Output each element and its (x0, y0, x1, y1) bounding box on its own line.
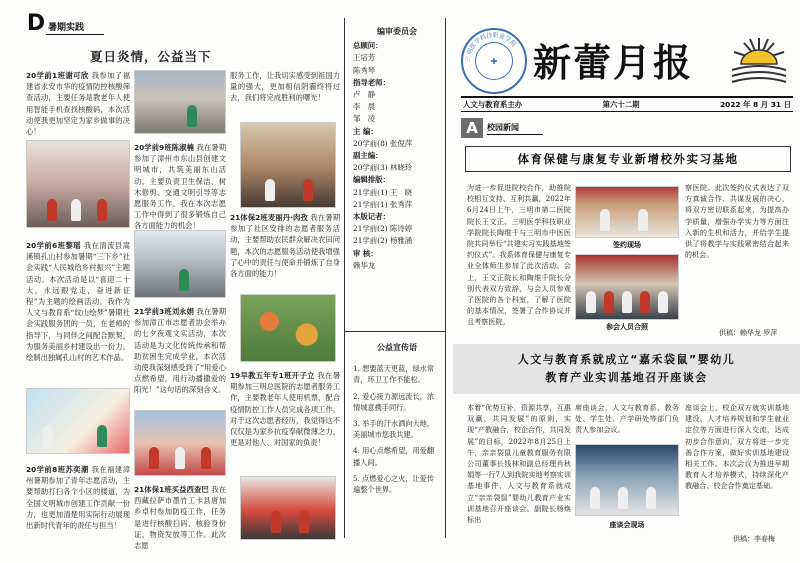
welfare-heading: 公益宣传语 (377, 343, 417, 352)
member-name: 邹 凌 (353, 114, 376, 124)
section-letter: D (26, 11, 46, 36)
report-text: 我在暑期参加了社区安排的志愿者服务活动，主要帮助农民群众解决农田问题，本次的志愿服务活动使我增强了心中的责任与使命并锻炼了自身各方面的能力！ (230, 213, 340, 279)
report-text: 我在清流县嵩溪镇孔山村参加暑期“三下乡”社会实践“人民城给乡村振兴”主题活动。本次活动是以“喜迎二十大，永远跟党走，奋进新征程”为主题的绘画活动。我作为人文与教育系“纹山绘梦”暑期社会实践服务团的一员，在老师的指导下，与同伴之间配合默契，为服务美丽乡村建设出一份力，绘制出独属孔山村的艺术作品。 (26, 241, 130, 363)
section-name: 暑期实践 (46, 20, 104, 35)
member-name: 21学前(2) 杨雅涵 (353, 236, 413, 246)
report-text: 我在西藏拉萨市墨竹工卡县唐加乡卓村参加防疫工作，任务是进行核酸扫码、核验身份证、物资发放等工作。此次志愿 (134, 485, 227, 551)
issue-date: 2022 年 8 月 31 日 (719, 100, 791, 109)
headline-internship: 体育保健与康复专业新增校外实习基地 (465, 146, 791, 172)
member-name: 李 晨 (353, 102, 376, 112)
member-name: 20学前(3) 林晓玲 (353, 163, 413, 173)
slogan-item: 3. 举手的汗水洒向大地，美丽城市您我共建。 (353, 419, 435, 440)
logo-emblem-icon: ✚ (475, 42, 513, 80)
section-name: 校园新闻 (487, 122, 543, 135)
editorial-board (353, 26, 441, 272)
report-block (230, 370, 340, 474)
member-name: 王培芳 (353, 53, 376, 63)
role-label: 本版记者： (353, 212, 390, 222)
slogan-item: 1. 想要蓝天更蓝，绿水常青，环卫工作不能松。 (353, 364, 435, 385)
masthead: 新蕾月报 (533, 40, 694, 85)
member-name: 卢 静 (353, 90, 376, 100)
report-author: 21体保2班麦丽丹·肉孜 (230, 213, 308, 222)
section-tag-d (26, 13, 104, 35)
rising-sun-icon (728, 34, 790, 88)
mural-photo (26, 388, 130, 454)
article-text: 席座谈会，人文与教育系、教务处、学生处、产学研处等部门负责人参加会议。 (575, 403, 679, 435)
street-photo (134, 70, 226, 134)
volunteer-photo (26, 140, 130, 228)
hospital-photo (240, 476, 336, 540)
slogan-item: 5. 点燃爱心之火，让爱传遍整个世界。 (353, 473, 435, 495)
report-author: 20学前6班黎瑶 (26, 241, 82, 250)
section-tag-a (461, 118, 543, 138)
member-name: 20学前(8) 张倪萍 (353, 138, 413, 148)
report-author: 20学前9班陈淑楠 (134, 143, 194, 152)
report-text: 我在暑期参加了漳州市东山县创建文明城市，共筑美丽东山活动。主要负责卫生保洁、树木修剪、交通文明引导等志愿服务工作。我在本次志愿工作中得到了很多锻炼自己各方面能力的机会！ (134, 143, 227, 231)
report-author: 20学前8班苏奕潮 (26, 465, 89, 474)
role-label: 副主编： (353, 151, 383, 161)
publisher: 人文与教育系主办 (463, 100, 523, 109)
role-label: 指导老师： (353, 77, 390, 87)
photo-caption: 参会人员合照 (606, 323, 648, 331)
symposium-photo (575, 444, 679, 516)
divider (345, 331, 445, 332)
member-name: 21学前(1) 王 晓 (353, 187, 413, 197)
report-author: 21学前3班刘永娟 (134, 307, 194, 316)
report-block (26, 464, 130, 544)
report-text: 我在福建漳州暑期参加了青年志愿活动，主要帮助打扫各个小区的楼道，为全国文明城市创建工作贡献一份力，也更加清楚用实际行动展现出新时代青年的责任与担当！ (26, 465, 130, 531)
member-name: 21学前(1) 张秀萍 (353, 199, 413, 209)
report-text: 服务工作，让我切实感受到祖国力量的强大，更加相信阴霾终将过去，我们将完成胜利的曙光！ (230, 71, 340, 103)
report-block (26, 70, 130, 138)
photo-caption: 座谈会现场 (609, 521, 645, 529)
section-letter: A (461, 118, 483, 138)
photo-caption: 签约现场 (613, 241, 641, 249)
right-page (453, 0, 800, 563)
slogan-item: 4. 用心点燃希望，用爱翻播人间。 (353, 446, 435, 467)
page-title: 夏日炎情，公益当下 (90, 49, 212, 64)
article-credit: 供稿：李春梅 (733, 535, 775, 543)
report-text: 我在暑期参加三明总医院的志愿者服务工作，主要教老年人使用机票，配合疫情防控工作人员完成各项工作。对于这次志愿者经历，我觉得这不仅仅是为家乡抗疫奉献微薄之力，更是对他人、对国家的负责！ (230, 371, 340, 448)
signing-photo (575, 186, 679, 238)
headline-line: 人文与教育系就成立“嘉禾袋鼠”婴幼儿 (517, 353, 736, 366)
report-author: 21体保1班买益西查巴 (134, 485, 209, 494)
report-text: 我在暑期参加漳江市志愿者协会举办的七夕夜观文实活动，本次活动是为文化传统传承和帮助贫困生完成学业，本次活动使我深刻感受到了“用爱心点燃希望，用行动播撒爱的阳光！”这句话的深刻含义。 (134, 307, 227, 395)
left-page (0, 0, 344, 563)
svg-text:三明医学科技职业学院: 三明医学科技职业学院 (464, 31, 518, 62)
article-text: 座谈会上，校企双方就实训基地建设、人才培养规划和学生就业定位等方面进行深入交流，达成初步合作意向，双方将进一步完善合作方案，做好实训基地建设相关工作。本次会议为推进早期教育人才培养模式，持续深化产教融合、校企合作奠定基础。 (685, 403, 789, 491)
report-block (134, 142, 227, 231)
member-name: 赖华龙 (353, 260, 376, 270)
member-name: 陈秀琴 (353, 65, 376, 75)
report-author: 20学前1班谢可欣 (26, 71, 89, 80)
report-block (230, 212, 340, 292)
report-block (230, 70, 340, 126)
editorial-heading: 编审委员会 (377, 27, 417, 36)
report-text: 我参加了福建省永安市华的疫情防控核酸筛查活动，主要任务是教老年人使用智能手机查找核酸码，本次活动使我更加坚定为家乡做事的决心！ (26, 71, 130, 137)
logo-ring-icon (461, 28, 527, 94)
community-photo (240, 122, 336, 208)
role-label: 主 编： (353, 126, 378, 136)
school-logo (461, 28, 527, 94)
report-block (134, 306, 226, 408)
role-label: 编辑排版： (353, 175, 390, 185)
article-text: 察医院。此次签约仪式表达了双方真诚合作、共谋发展的决心，将双方密切联系起来，为提高办学质量，增强办学实力等方面注入新的生机和活力，并给学生提供了将教学与实践紧密结合起来的机会。 (685, 183, 789, 260)
group-photo (575, 254, 679, 320)
garden-photo (240, 294, 336, 362)
role-label: 审 核： (353, 248, 378, 258)
children-photo (134, 410, 226, 476)
report-author: 19早教五年专1班开子立 (230, 371, 315, 380)
article-credit: 供稿：赖华龙 罗萍 (719, 329, 778, 337)
slogan-item: 2. 爱心接力源远流长，浓情城意携手同行。 (353, 391, 435, 412)
issue-meta-bar (461, 96, 793, 112)
welfare-slogans (353, 342, 441, 500)
road-photo (134, 230, 226, 298)
editorial-sidebar (344, 18, 446, 538)
report-block (26, 240, 130, 384)
article-text: 本着“优势互补，资源共享，互惠双赢，共同发展”的原则，实现“产教融合，校企合作，共同发展”的目标，2022年8月25日上午，亲亲袋鼠儿童教育服务有限公司董事长钱林和副总经理肖秋娟等一行7人到我院实地考察实训基地事件，人文与教育系就成立“亲亲袋鼠”婴幼儿教育产业实训基地召开座谈会。副院长杨焕标出 (467, 403, 571, 525)
member-name: 21学前(2) 陈诗婷 (353, 224, 413, 234)
issue-number: 第六十二期 (602, 100, 640, 109)
headline-line: 教育产业实训基地召开座谈会 (545, 371, 708, 384)
headline-symposium (453, 344, 800, 394)
role-label: 总顾问： (353, 41, 383, 51)
report-block (134, 484, 226, 552)
article-text: 为进一步促进院校合作，助推院校相互支持、互利共赢，2022年6月24日上午，三明市第二医院院长王文正、三明医学科技职业学院院长陶维千与三明市中医医院共同举行“共建实习实践基地签约仪式”。我系体育保健与康复专业全体师生参加了此次活动。会上，王文正院长和陶维千院长分别代表双方致辞，与会人员参观了医院的各个科室，了解了医院的基本情况，签署了合作协议并且考察医院。 (467, 183, 571, 327)
